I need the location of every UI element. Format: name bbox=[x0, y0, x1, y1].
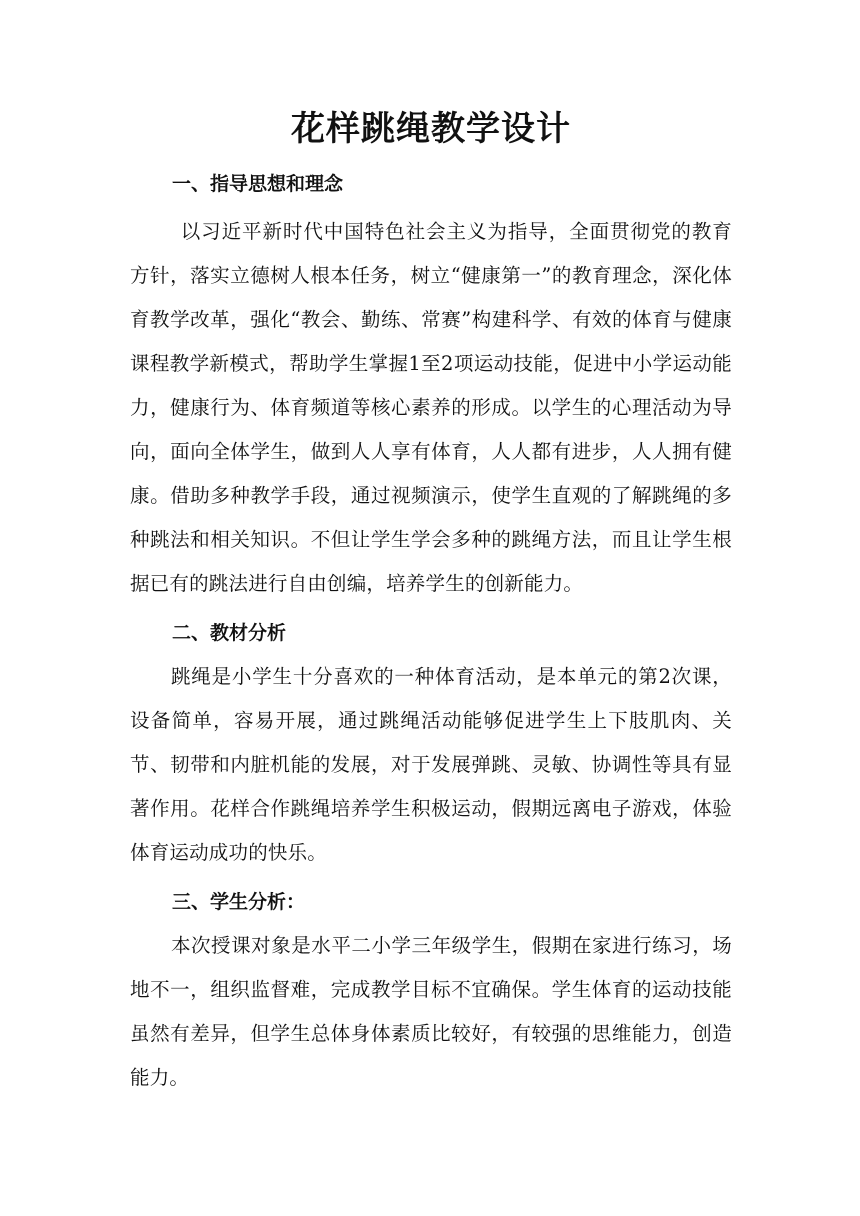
section-body-student-analysis: 本次授课对象是水平二小学三年级学生，假期在家进行练习，场地不一，组织监督难，完成教学目标不宜确保。学生体育的运动技能虽然有差异，但学生总体身体素质比较好，有较强的思维能力，创造能力。 bbox=[130, 934, 732, 1089]
section-heading-material-analysis: 二、教材分析 bbox=[172, 622, 287, 644]
document-title: 花样跳绳教学设计 bbox=[291, 109, 571, 149]
section-body-guiding-ideas: 以习近平新时代中国特色社会主义为指导，全面贯彻党的教育方针，落实立德树人根本任务，树立“健康第一”的教育理念，深化体育教学改革，强化“教会、勤练、常赛”构建科学、有效的体育与健康课程教学新模式，帮助学生掌握1至2项运动技能，促进中小学运动能力，健康行为、体育频道等核心素养的形成。以学生的心理活动为导向，面向全体学生，做到人人享有体育，人人都有进步，人人拥有健康。借助多种教学手段，通过视频演示，使学生直观的了解跳绳的多种跳法和相关知识。不但让学生学会多种的跳绳方法，而且让学生根据已有的跳法进行自由创编，培养学生的创新能力。 bbox=[130, 220, 732, 595]
section-body-material-analysis: 跳绳是小学生十分喜欢的一种体育活动，是本单元的第2次课，设备简单，容易开展，通过跳绳活动能够促进学生上下肢肌肉、关节、韧带和内脏机能的发展，对于发展弹跳、灵敏、协调性等具有显著作用。花样合作跳绳培养学生积极运动，假期远离电子游戏，体验体育运动成功的快乐。 bbox=[130, 665, 732, 864]
section-heading-guiding-ideas: 一、指导思想和理念 bbox=[172, 173, 344, 195]
section-heading-student-analysis: 三、学生分析： bbox=[172, 891, 306, 913]
